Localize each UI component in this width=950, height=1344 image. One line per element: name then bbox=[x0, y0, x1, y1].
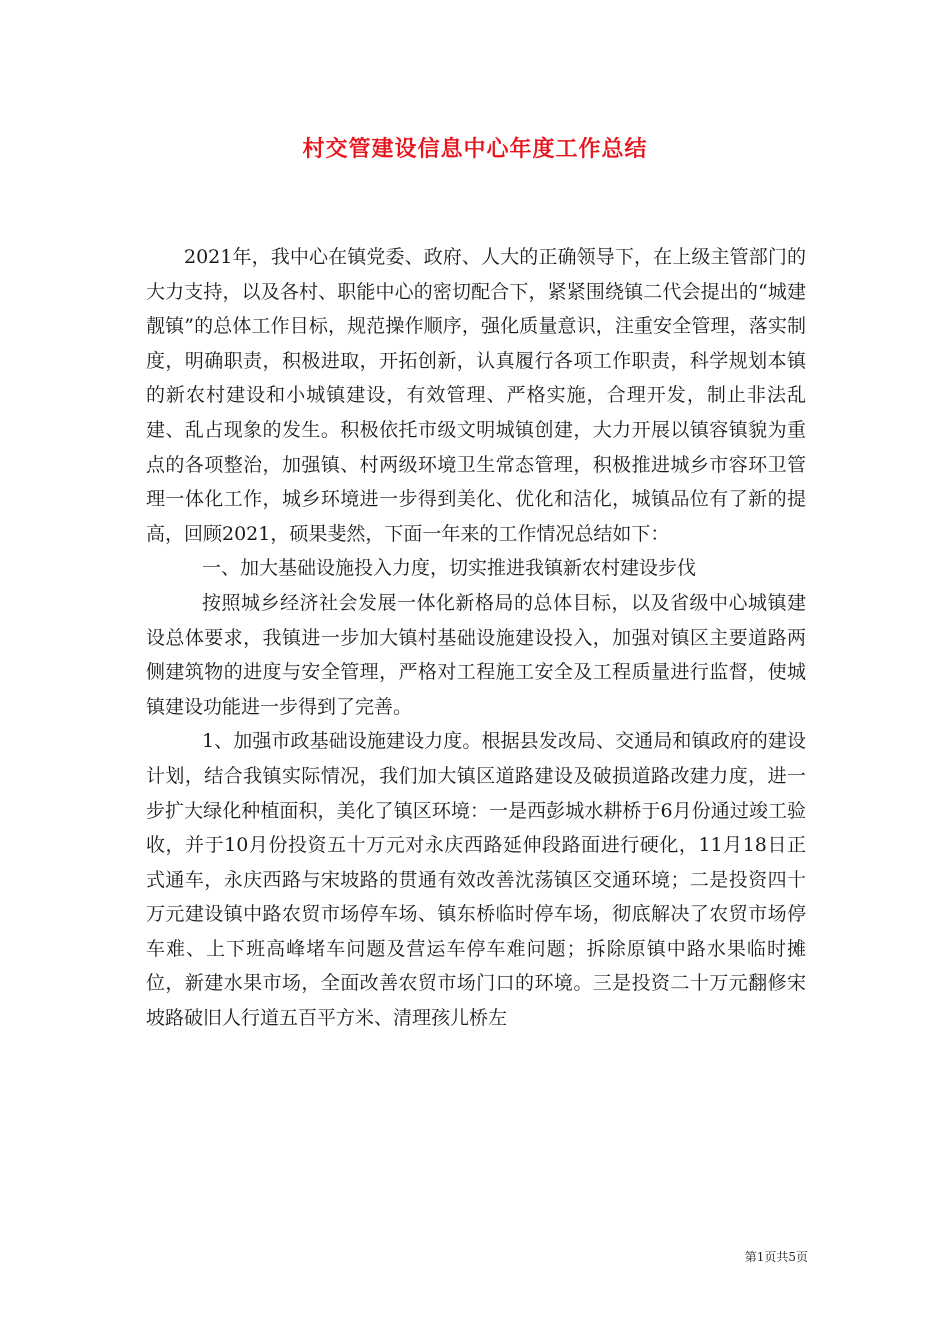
document-title: 村交管建设信息中心年度工作总结 bbox=[302, 136, 648, 162]
section-heading-1: 一、加大基础设施投入力度，切实推进我镇新农村建设步伐 bbox=[202, 557, 697, 580]
paragraph-intro: 2021年，我中心在镇党委、政府、人大的正确领导下，在上级主管部门的大力支持，以及各村、职能中心的密切配合下，紧紧围绕镇二代会提出的“城建靓镇”的总体工作目标，规范操作顺序，强化质量意识，注重安全管理，落实制度，明确职责，积极进取，开拓创新，认真履行各项工作职责，科学规划本镇的新农村建设和小城镇建设，有效管理、严格实施，合理开发，制止非法乱建、乱占现象的发生。积极依托市级文明城镇创建，大力开展以镇容镇貌为重点的各项整治，加强镇、村两级环境卫生常态管理，积极推进城乡市容环卫管理一体化工作，城乡环境进一步得到美化、优化和洁化，城镇品位有了新的提高，回顾2021，硕果斐然，下面一年来的工作情况总结如下： bbox=[146, 246, 806, 545]
paragraph-section-1: 按照城乡经济社会发展一体化新格局的总体目标，以及省级中心城镇建设总体要求，我镇进一步加大镇村基础设施建设投入，加强对镇区主要道路两侧建筑物的进度与安全管理，严格对工程施工安全及工程质量进行监督，使城镇建设功能进一步得到了完善。 bbox=[146, 591, 806, 718]
document-body bbox=[146, 240, 806, 1036]
page-number: 第1页共5页 bbox=[744, 1250, 808, 1264]
paragraph-item-1: 1、加强市政基础设施建设力度。根据县发改局、交通局和镇政府的建设计划，结合我镇实际情况，我们加大镇区道路建设及破损道路改建力度，进一步扩大绿化种植面积，美化了镇区环境：一是西彭城水耕桥于6月份通过竣工验收，并于10月份投资五十万元对永庆西路延伸段路面进行硬化，11月18日正式通车，永庆西路与宋坡路的贯通有效改善沈荡镇区交通环境；二是投资四十万元建设镇中路农贸市场停车场、镇东桥临时停车场，彻底解决了农贸市场停车难、上下班高峰堵车问题及营运车停车难问题；拆除原镇中路水果临时摊位，新建水果市场，全面改善农贸市场门口的环境。三是投资二十万元翻修宋坡路破旧人行道五百平方米、清理孩儿桥左 bbox=[146, 730, 806, 1030]
